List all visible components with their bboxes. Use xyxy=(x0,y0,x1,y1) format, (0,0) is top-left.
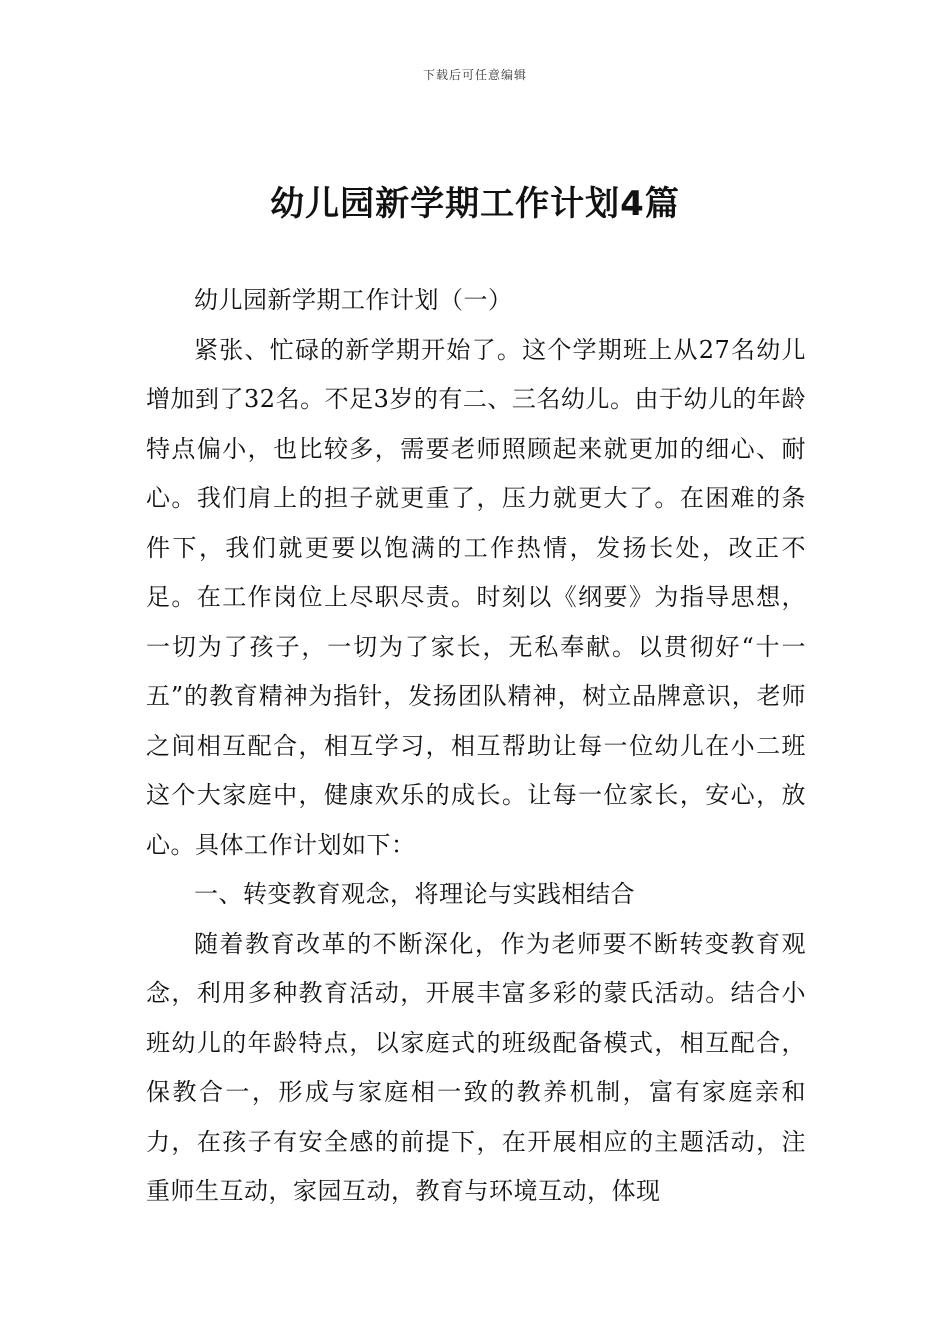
paragraph-1: 紧张、忙碌的新学期开始了。这个学期班上从27名幼儿增加到了32名。不足3岁的有二、三名幼儿。由于幼儿的年龄特点偏小，也比较多，需要老师照顾起来就更加的细心、耐心。我们肩上的担子就更重了，压力就更大了。在困难的条件下，我们就更要以饱满的工作热情，发扬长处，改正不足。在工作岗位上尽职尽责。时刻以《纲要》为指导思想，一切为了孩子，一切为了家长，无私奉献。以贯彻好“十一五”的教育精神为指针，发扬团队精神，树立品牌意识，老师之间相互配合，相互学习，相互帮助让每一位幼儿在小二班这个大家庭中，健康欢乐的成长。让每一位家长，安心，放心。具体工作计划如下： xyxy=(146,335,806,859)
document-body xyxy=(146,276,806,1217)
heading-1: 一、转变教育观念，将理论与实践相结合 xyxy=(194,880,635,908)
paragraph-2: 随着教育改革的不断深化，作为老师要不断转变教育观念，利用多种教育活动，开展丰富多彩的蒙氏活动。结合小班幼儿的年龄特点，以家庭式的班级配备模式，相互配合，保教合一，形成与家庭相一致的教养机制，富有家庭亲和力，在孩子有安全感的前提下，在开展相应的主题活动，注重师生互动，家园互动，教育与环境互动，体现 xyxy=(146,929,806,1205)
section-title: 幼儿园新学期工作计划（一） xyxy=(194,286,513,314)
document-title: 幼儿园新学期工作计划4篇 xyxy=(270,184,680,224)
header-note: 下载后可任意编辑 xyxy=(422,68,527,82)
